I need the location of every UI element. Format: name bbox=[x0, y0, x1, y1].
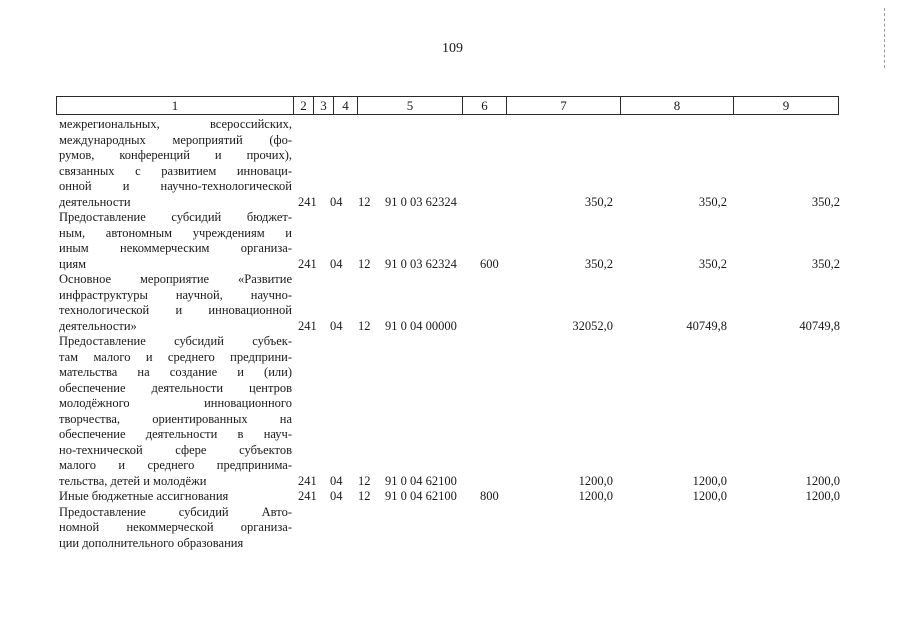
cell-col-5: 91 0 04 62100 bbox=[385, 473, 457, 488]
header-col-8: 8 bbox=[621, 97, 734, 114]
header-col-2: 2 bbox=[294, 97, 314, 114]
scan-margin-mark bbox=[884, 8, 888, 68]
description-line: обеспечение деятельности центров bbox=[59, 380, 292, 395]
description-line: мательства на создание и (или) bbox=[59, 365, 292, 379]
cell-col-8: 1200,0 bbox=[692, 473, 727, 488]
description-line: Иные бюджетные ассигнования bbox=[59, 489, 229, 503]
cell-col-7: 1200,0 bbox=[578, 473, 613, 488]
cell-col-8: 40749,8 bbox=[686, 318, 727, 333]
row-description bbox=[59, 505, 292, 552]
description-line: там малого и среднего предприни- bbox=[59, 349, 292, 364]
cell-col-2: 241 bbox=[298, 318, 317, 333]
cell-col-5: 91 0 03 62324 bbox=[385, 194, 457, 209]
cell-col-9: 350,2 bbox=[811, 256, 840, 271]
description-line: циям bbox=[59, 256, 87, 271]
header-col-6: 6 bbox=[463, 97, 507, 114]
cell-col-8: 350,2 bbox=[698, 194, 727, 209]
description-line: Предоставление субсидий Авто- bbox=[59, 504, 292, 519]
description-line: деятельности» bbox=[59, 318, 137, 333]
description-line: Предоставление субсидий бюджет- bbox=[59, 210, 292, 224]
cell-col-9: 1200,0 bbox=[805, 489, 840, 503]
page-number: 109 bbox=[442, 41, 463, 56]
cell-col-7: 350,2 bbox=[584, 256, 613, 271]
header-col-1: 1 bbox=[57, 97, 294, 114]
description-line: ции дополнительного образования bbox=[59, 535, 244, 550]
cell-col-8: 1200,0 bbox=[692, 489, 727, 503]
row-description bbox=[59, 210, 292, 272]
cell-col-5: 91 0 04 00000 bbox=[385, 318, 457, 333]
cell-col-4: 12 bbox=[358, 194, 371, 209]
cell-col-3: 04 bbox=[330, 256, 343, 271]
cell-col-5: 91 0 03 62324 bbox=[385, 256, 457, 271]
cell-col-3: 04 bbox=[330, 318, 343, 333]
header-col-4: 4 bbox=[334, 97, 358, 114]
row-description bbox=[59, 334, 292, 489]
cell-col-9: 1200,0 bbox=[805, 473, 840, 488]
description-line: малого и среднего предпринима- bbox=[59, 458, 292, 472]
header-col-3: 3 bbox=[314, 97, 334, 114]
description-line: Основное мероприятие «Развитие bbox=[59, 272, 292, 286]
description-line: межрегиональных, всероссийских, bbox=[59, 117, 292, 131]
cell-col-9: 40749,8 bbox=[799, 318, 840, 333]
description-line: деятельности bbox=[59, 194, 131, 209]
cell-col-4: 12 bbox=[358, 318, 371, 333]
cell-col-5: 91 0 04 62100 bbox=[385, 489, 457, 503]
description-line: тельства, детей и молодёжи bbox=[59, 473, 207, 488]
cell-col-4: 12 bbox=[358, 473, 371, 488]
description-line: технологической и инновационной bbox=[59, 303, 292, 317]
table-header-row bbox=[56, 96, 839, 115]
description-line: связанных с развитием инноваци- bbox=[59, 163, 292, 178]
header-col-5: 5 bbox=[358, 97, 463, 114]
description-line: международных мероприятий (фо- bbox=[59, 132, 292, 147]
description-line: молодёжного инновационного bbox=[59, 396, 292, 410]
description-line: но-технической сфере субъектов bbox=[59, 442, 292, 457]
description-line: обеспечение деятельности в науч- bbox=[59, 427, 292, 441]
cell-col-9: 350,2 bbox=[811, 194, 840, 209]
description-line: иным некоммерческим организа- bbox=[59, 241, 292, 255]
header-col-9: 9 bbox=[782, 98, 790, 113]
description-line: номной некоммерческой организа- bbox=[59, 520, 292, 534]
cell-col-2: 241 bbox=[298, 256, 317, 271]
cell-col-7: 1200,0 bbox=[578, 489, 613, 503]
description-line: творчества, ориентированных на bbox=[59, 411, 292, 426]
cell-col-2: 241 bbox=[298, 194, 317, 209]
header-col-7: 7 bbox=[507, 97, 621, 114]
cell-col-8: 350,2 bbox=[698, 256, 727, 271]
description-line: ным, автономным учреждениям и bbox=[59, 225, 292, 240]
description-line: румов, конференций и прочих), bbox=[59, 148, 292, 162]
row-description bbox=[59, 272, 292, 334]
cell-col-3: 04 bbox=[330, 473, 343, 488]
cell-col-3: 04 bbox=[330, 194, 343, 209]
description-line: инфраструктуры научной, научно- bbox=[59, 287, 292, 302]
cell-col-7: 350,2 bbox=[584, 194, 613, 209]
cell-col-4: 12 bbox=[358, 256, 371, 271]
row-description bbox=[59, 489, 292, 505]
description-line: Предоставление субсидий субъек- bbox=[59, 334, 292, 348]
cell-col-4: 12 bbox=[358, 489, 371, 503]
description-line: онной и научно-технологической bbox=[59, 179, 292, 193]
cell-col-3: 04 bbox=[330, 489, 343, 503]
cell-col-6: 800 bbox=[480, 489, 499, 503]
cell-col-6: 600 bbox=[480, 256, 499, 271]
cell-col-7: 32052,0 bbox=[572, 318, 613, 333]
row-description bbox=[59, 117, 292, 210]
cell-col-2: 241 bbox=[298, 489, 317, 503]
cell-col-2: 241 bbox=[298, 473, 317, 488]
